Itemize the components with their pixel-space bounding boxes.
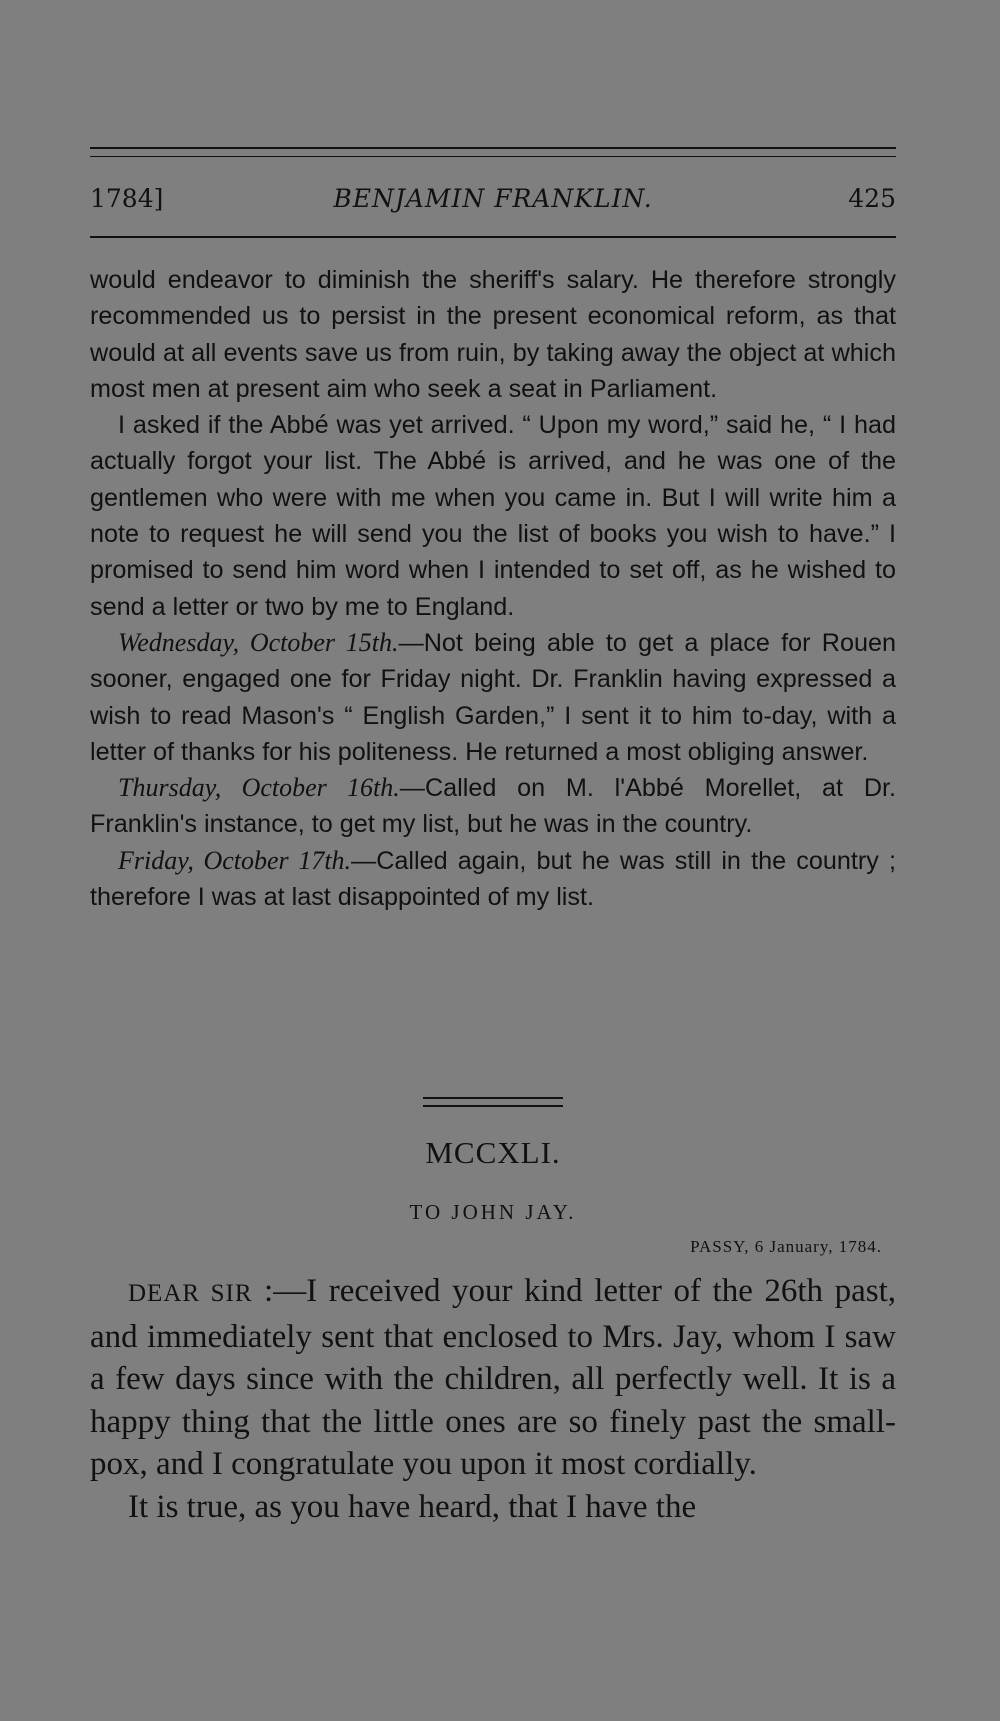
header-title: BENJAMIN FRANKLIN.: [333, 184, 653, 213]
entry-text: —Not being able to get a place for Rouen sooner, engaged one for Friday night. Dr. Franklin having expressed a wish to read Mason's “ English Garden,” I sent it to him to-day, with a letter of thanks for his politeness. He returned a most obliging answer.: [90, 628, 897, 766]
entry-date: Wednesday, October 15th.: [118, 627, 399, 657]
header-top-rule-thin: [90, 156, 896, 157]
section-divider: [423, 1097, 563, 1099]
paragraph: [90, 770, 896, 843]
letter-text: [90, 1270, 896, 1528]
paragraph: [90, 843, 896, 916]
paragraph: [90, 1270, 896, 1486]
entry-text: —Called again, but he was still in the country ; therefore I was at last disappointed of my list.: [90, 846, 896, 912]
salutation: DEAR SIR: [128, 1280, 253, 1307]
entry-text: —Called on M. l'Abbé Morellet, at Dr. Franklin's instance, to get my list, but he was in the country.: [90, 774, 896, 839]
paragraph: It is true, as you have heard, that I have the: [128, 1488, 697, 1525]
header-year: 1784]: [90, 184, 164, 213]
page-number: 425: [848, 184, 896, 213]
header-top-rule: [90, 147, 896, 149]
entry-date: Friday, October 17th.: [118, 845, 352, 875]
paragraph-text: :—I received your kind letter of the 26th past, and immediately sent that enclosed to Mrs. Jay, whom I saw a few days since with the children, all perfectly well. It is a happy thing that the little ones are so finely past the small-pox, and I congratulate you upon it most cordially.: [90, 1273, 896, 1482]
section-divider: [423, 1105, 563, 1107]
entry-date: Thursday, October 16th.: [118, 773, 400, 803]
letter-place-date: PASSY, 6 January, 1784.: [690, 1237, 882, 1256]
paragraph: would endeavor to diminish the sheriff's salary. He therefore strongly recommended us to persist in the present economical reform, as that would at all events save us from ruin, by taking away the object at which most men at present aim who seek a seat in Parliament.: [90, 266, 896, 403]
diary-text: [90, 262, 896, 915]
header-bottom-rule: [90, 236, 896, 238]
paragraph: I asked if the Abbé was yet arrived. “ Upon my word,” said he, “ I had actually forgot your list. The Abbé is arrived, and he was one of the gentlemen who were with me when you came in. But I will write him a note to request he will send you the list of books you wish to have.” I promised to send him word when I intended to set off, as he wished to send a letter or two by me to England.: [90, 411, 896, 621]
paragraph: [90, 625, 896, 770]
running-header: [90, 184, 896, 224]
letter-recipient: TO JOHN JAY.: [409, 1200, 577, 1224]
letter-number: MCCXLI.: [425, 1135, 561, 1170]
book-page: [90, 0, 896, 1721]
